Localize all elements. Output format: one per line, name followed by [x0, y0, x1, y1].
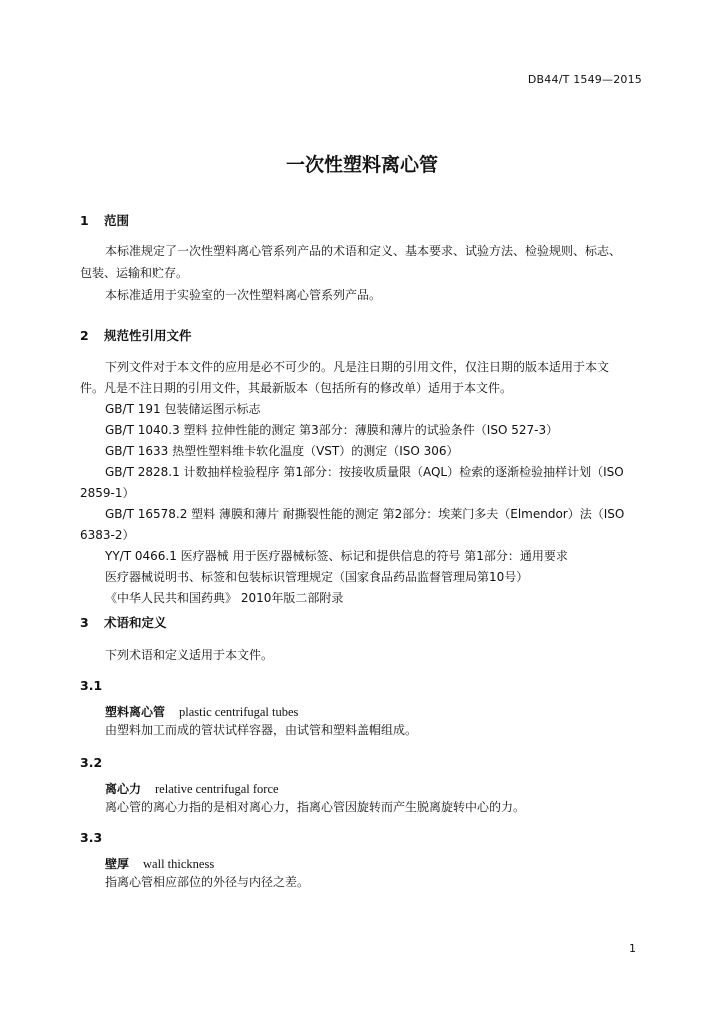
term-definition: 离心管的离心力指的是相对离心力，指离心管因旋转而产生脱离旋转中心的力。 — [105, 800, 526, 814]
term-entry — [105, 703, 298, 720]
term-number: 3.1 — [80, 678, 103, 693]
paragraph-line: 下列文件对于本文件的应用是必不可少的。凡是注日期的引用文件，仅注日期的版本适用于本文 — [105, 360, 610, 374]
reference-item-continued: 6383-2） — [80, 528, 135, 542]
term-chinese: 离心力 — [105, 782, 142, 796]
section-number: 1 — [80, 213, 89, 228]
paragraph-line: 本标准适用于实验室的一次性塑料离心管系列产品。 — [105, 288, 382, 302]
reference-item-continued: 2859-1） — [80, 486, 135, 500]
section-3-heading — [80, 613, 167, 631]
reference-item: 医疗器械说明书、标签和包装标识管理规定（国家食品药品监督管理局第10号） — [105, 570, 529, 584]
reference-item: GB/T 1040.3 塑料 拉伸性能的测定 第3部分：薄膜和薄片的试验条件（ISO 527-3） — [105, 423, 559, 437]
section-title: 规范性引用文件 — [104, 328, 192, 343]
reference-item: GB/T 1633 热塑性塑料维卡软化温度（VST）的测定（ISO 306） — [105, 444, 459, 458]
paragraph-line: 下列术语和定义适用于本文件。 — [105, 648, 274, 662]
reference-item: YY/T 0466.1 医疗器械 用于医疗器械标签、标记和提供信息的符号 第1部分：通用要求 — [105, 549, 568, 563]
reference-item: GB/T 16578.2 塑料 薄膜和薄片 耐撕裂性能的测定 第2部分：埃莱门多夫（Elmendor）法（ISO — [105, 507, 625, 521]
term-english: wall thickness — [143, 857, 215, 871]
reference-item: 《中华人民共和国药典》 2010年版二部附录 — [105, 591, 344, 605]
term-entry — [105, 780, 279, 797]
section-1-heading — [80, 211, 129, 229]
term-english: relative centrifugal force — [155, 782, 279, 796]
section-number: 2 — [80, 328, 89, 343]
section-number: 3 — [80, 615, 89, 630]
term-number: 3.3 — [80, 830, 103, 845]
term-definition: 由塑料加工而成的管状试样容器，由试管和塑料盖帽组成。 — [105, 723, 418, 737]
paragraph-line: 包装、运输和贮存。 — [80, 266, 189, 280]
term-definition: 指离心管相应部位的外径与内径之差。 — [105, 875, 310, 889]
term-chinese: 壁厚 — [105, 857, 130, 871]
reference-item: GB/T 191 包装储运图示标志 — [105, 402, 261, 416]
paragraph-line: 本标准规定了一次性塑料离心管系列产品的术语和定义、基本要求、试验方法、检验规则、标志、 — [105, 244, 622, 258]
standard-code: DB44/T 1549—2015 — [527, 73, 642, 86]
reference-item: GB/T 2828.1 计数抽样检验程序 第1部分：按接收质量限（AQL）检索的逐渐检验抽样计划（ISO — [105, 465, 624, 479]
term-english: plastic centrifugal tubes — [179, 705, 299, 719]
section-2-heading — [80, 326, 192, 344]
section-title: 范围 — [104, 213, 130, 228]
paragraph-line: 件。凡是不注日期的引用文件，其最新版本（包括所有的修改单）适用于本文件。 — [80, 381, 513, 395]
document-title: 一次性塑料离心管 — [285, 154, 438, 176]
term-number: 3.2 — [80, 755, 103, 770]
section-title: 术语和定义 — [104, 615, 167, 630]
term-entry — [105, 855, 214, 872]
term-chinese: 塑料离心管 — [105, 705, 166, 719]
page-number: 1 — [629, 942, 636, 955]
